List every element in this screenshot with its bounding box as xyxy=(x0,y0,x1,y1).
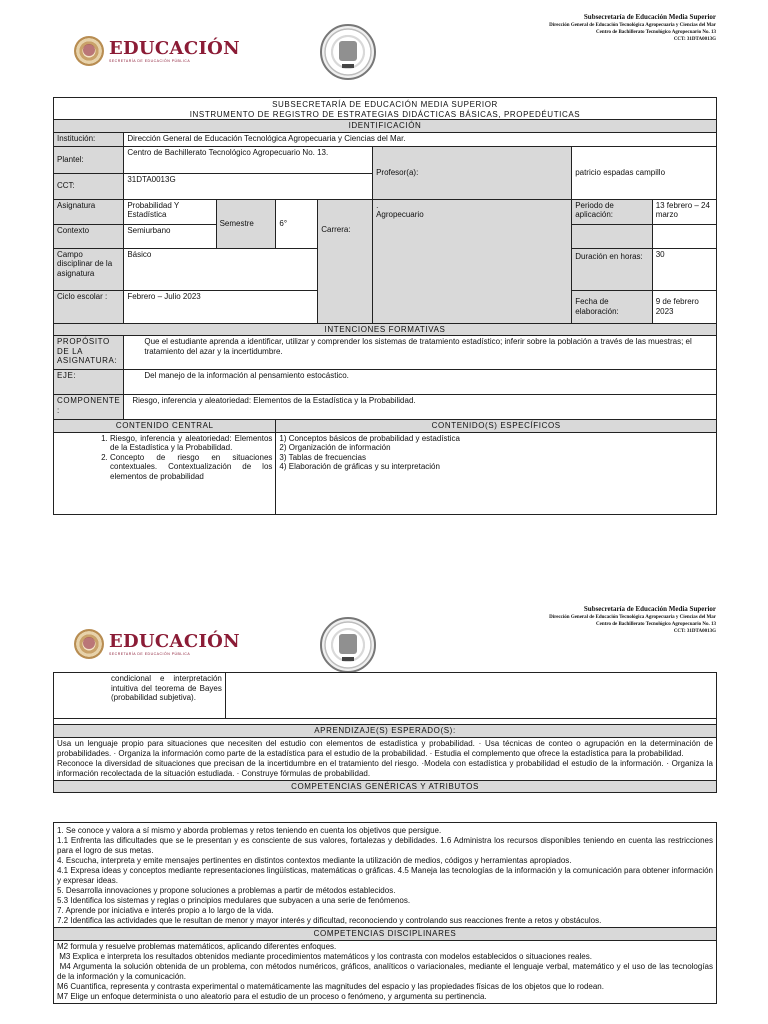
contenido-central-label: CONTENIDO CENTRAL xyxy=(54,420,276,433)
institution-header-text xyxy=(549,605,716,635)
list-item: 1) Conceptos básicos de probabilidad y estadística xyxy=(279,433,460,443)
contenidos-especificos-list xyxy=(276,432,717,514)
carrera-label: Carrera: xyxy=(318,199,373,323)
section-identificacion: IDENTIFICACIÓN xyxy=(54,120,717,133)
carrera-value: . Agropecuario xyxy=(373,199,572,323)
fecha-value: 9 de febrero 2023 xyxy=(652,290,716,323)
logo-subtext: SECRETARÍA DE EDUCACIÓN PÚBLICA xyxy=(109,651,191,656)
disciplinares-label: COMPETENCIAS DISCIPLINARES xyxy=(54,928,717,941)
header-line: Centro de Bachillerato Tecnológico Agropecuario No. 13 xyxy=(596,30,716,35)
header-line: CCT: 31DTA0013G xyxy=(673,629,716,634)
header-line: Centro de Bachillerato Tecnológico Agropecuario No. 13 xyxy=(596,622,716,627)
header-line: Subsecretaría de Educación Media Superior xyxy=(583,13,716,21)
periodo-label: Periodo de aplicación: xyxy=(572,199,653,224)
list-item: 1. Riesgo, inferencia y aleatoriedad: Elementos de la Estadística y la Probabilidad. xyxy=(110,434,272,453)
genericas-label: COMPETENCIAS GENÉRICAS Y ATRIBUTOS xyxy=(54,780,717,793)
periodo-value: 13 febrero – 24 marzo xyxy=(652,199,716,224)
list-item: 3) Tablas de frecuencias xyxy=(279,452,366,462)
competencias-table xyxy=(53,822,717,1004)
school-seal-icon xyxy=(320,617,376,673)
mexico-emblem-icon xyxy=(74,629,104,659)
profesor-value: patricio espadas campillo xyxy=(572,146,717,199)
fecha-label: Fecha de elaboración: xyxy=(572,290,653,323)
list-item: 2. Concepto de riesgo en situaciones contextuales. Contextualización de los elementos de probabilidad xyxy=(110,453,272,482)
header-line: Dirección General de Educación Tecnológica Agropecuaria y Ciencias del Mar xyxy=(549,615,716,620)
section-intenciones: INTENCIONES FORMATIVAS xyxy=(54,323,717,336)
contenido-continuacion: condicional e interpretación intuitiva del teorema de Bayes (probabilidad subjetiva). xyxy=(54,673,226,719)
ciclo-label: Ciclo escolar : xyxy=(54,290,124,323)
proposito-value: Que el estudiante aprenda a identificar, utilizar y comprender los sistemas de tratamiento estadístico; inferir sobre la población a través de las muestras; el tratamiento del azar y la incertidumbre. xyxy=(124,336,717,370)
aprendizajes-label: APRENDIZAJE(S) ESPERADO(S): xyxy=(54,725,717,738)
ciclo-value: Febrero – Julio 2023 xyxy=(124,290,318,323)
doc-title: SUBSECRETARÍA DE EDUCACIÓN MEDIA SUPERIOR INSTRUMENTO DE REGISTRO DE ESTRATEGIAS DIDÁCTICAS BÁSICAS, PROPEDÉUTICAS xyxy=(54,98,717,120)
contenido-central-list xyxy=(54,432,276,514)
semestre-value: 6° xyxy=(276,199,318,248)
page2-header xyxy=(0,593,768,663)
componente-label: COMPONENTE : xyxy=(54,395,124,420)
logo-text: EDUCACIÓN xyxy=(109,630,240,652)
contexto-value: Semiurbano xyxy=(124,224,216,248)
aprendizajes-text: Usa un lenguaje propio para situaciones que necesiten del estudio con elementos de estadística y probabilidad. · Usa técnicas de conteo o agrupación en la determinación de probabilidades. · Organiza la información como parte de la estadística para el estudio de la probabilidad. · Estudia el complemento que ofrece la estadística para la probabilidad. Reconoce la diversidad de situaciones que precisan de la incertidumbre en el tratamiento del riesgo. ·Modela con estadística y probabilidad el estudio de la información. · Organiza la información recolectada de la situación estudiada. · Construye fórmulas de probabilidad. xyxy=(54,737,717,780)
campo-value: Básico xyxy=(124,248,318,290)
semestre-label: Semestre xyxy=(216,199,276,248)
cct-value: 31DTA0013G xyxy=(124,173,373,199)
plantel-label: Plantel: xyxy=(54,146,124,173)
institucion-label: Institución: xyxy=(54,132,124,146)
genericas-text: 1. Se conoce y valora a sí mismo y aborda problemas y retos teniendo en cuenta los objetivos que persigue. 1.1 Enfrenta las dificultades que se le presentan y es consciente de sus valores, fortalezas y debilidades. 1.6 Administra los recursos disponibles teniendo en cuenta las restricciones para el logro de sus metas. 4. Escucha, interpreta y emite mensajes pertinentes en distintos contextos mediante la utilización de medios, códigos y herramientas apropiados. 4.1 Expresa ideas y conceptos mediante representaciones lingüísticas, matemáticas o gráficas. 4.5 Maneja las tecnologías de la información y la comunicación para obtener información y expresar ideas. 5. Desarrolla innovaciones y propone soluciones a problemas a partir de métodos establecidos. 5.3 Identifica los sistemas y reglas o principios medulares que subyacen a una serie de fenómenos. 7. Aprende por iniciativa e interés propio a lo largo de la vida. 7.2 Identifica las actividades que le resultan de menor y mayor interés y dificultad, reconociendo y controlando sus reacciones frente a retos y obstáculos. xyxy=(54,823,717,928)
educacion-logo xyxy=(74,629,240,659)
profesor-label: Profesor(a): xyxy=(373,146,572,199)
institucion-value: Dirección General de Educación Tecnológica Agropecuaria y Ciencias del Mar. xyxy=(124,132,717,146)
continuation-table xyxy=(53,672,717,793)
contexto-label: Contexto xyxy=(54,224,124,248)
page-separator xyxy=(0,540,768,590)
logo-text: EDUCACIÓN xyxy=(109,37,240,59)
page1-header xyxy=(0,0,768,70)
logo-subtext: SECRETARÍA DE EDUCACIÓN PÚBLICA xyxy=(109,58,191,63)
disciplinares-text: M2 formula y resuelve problemas matemáticos, aplicando diferentes enfoques. M3 Explica e interpreta los resultados obtenidos mediante procedimientos matemáticos y los contrasta con modelos establecidos o situaciones reales. M4 Argumenta la solución obtenida de un problema, con métodos numéricos, gráficos, analíticos o variacionales, mediante el lenguaje verbal, matemático y el uso de las tecnologías de la información y la comunicación. M6 Cuantifica, representa y contrasta experimental o matemáticamente las magnitudes del espacio y las propiedades físicas de los objetos que lo rodean. M7 Elige un enfoque determinista o uno aleatorio para el estudio de un proceso o fenómeno, y argumenta su pertinencia. xyxy=(54,940,717,1003)
componente-value: Riesgo, inferencia y aleatoriedad: Elementos de la Estadística y la Probabilidad. xyxy=(124,395,717,420)
contenidos-especificos-label: CONTENIDO(S) ESPECÍFICOS xyxy=(276,420,717,433)
header-line: Subsecretaría de Educación Media Superior xyxy=(583,605,716,613)
campo-label: Campo disciplinar de la asignatura xyxy=(54,248,124,290)
eje-value: Del manejo de la información al pensamiento estocástico. xyxy=(124,370,717,395)
mexico-emblem-icon xyxy=(74,36,104,66)
header-line: CCT: 31DTA0013G xyxy=(673,37,716,42)
proposito-label: PROPÓSITO DE LA ASIGNATURA: xyxy=(54,336,124,370)
school-seal-icon xyxy=(320,24,376,80)
duracion-value: 30 xyxy=(652,248,716,290)
list-item: 2) Organización de información xyxy=(279,443,391,452)
duracion-label: Duración en horas: xyxy=(572,248,653,290)
asignatura-value: Probabilidad Y Estadística xyxy=(124,199,216,224)
registro-table xyxy=(53,97,717,515)
cct-label: CCT: xyxy=(54,173,124,199)
eje-label: EJE: xyxy=(54,370,124,395)
list-item: 4) Elaboración de gráficas y su interpretación xyxy=(279,462,440,471)
header-line: Dirección General de Educación Tecnológica Agropecuaria y Ciencias del Mar xyxy=(549,23,716,28)
asignatura-label: Asignatura xyxy=(54,199,124,224)
educacion-logo xyxy=(74,36,240,66)
institution-header-text xyxy=(549,13,716,43)
plantel-value: Centro de Bachillerato Tecnológico Agropecuario No. 13. xyxy=(124,146,373,173)
